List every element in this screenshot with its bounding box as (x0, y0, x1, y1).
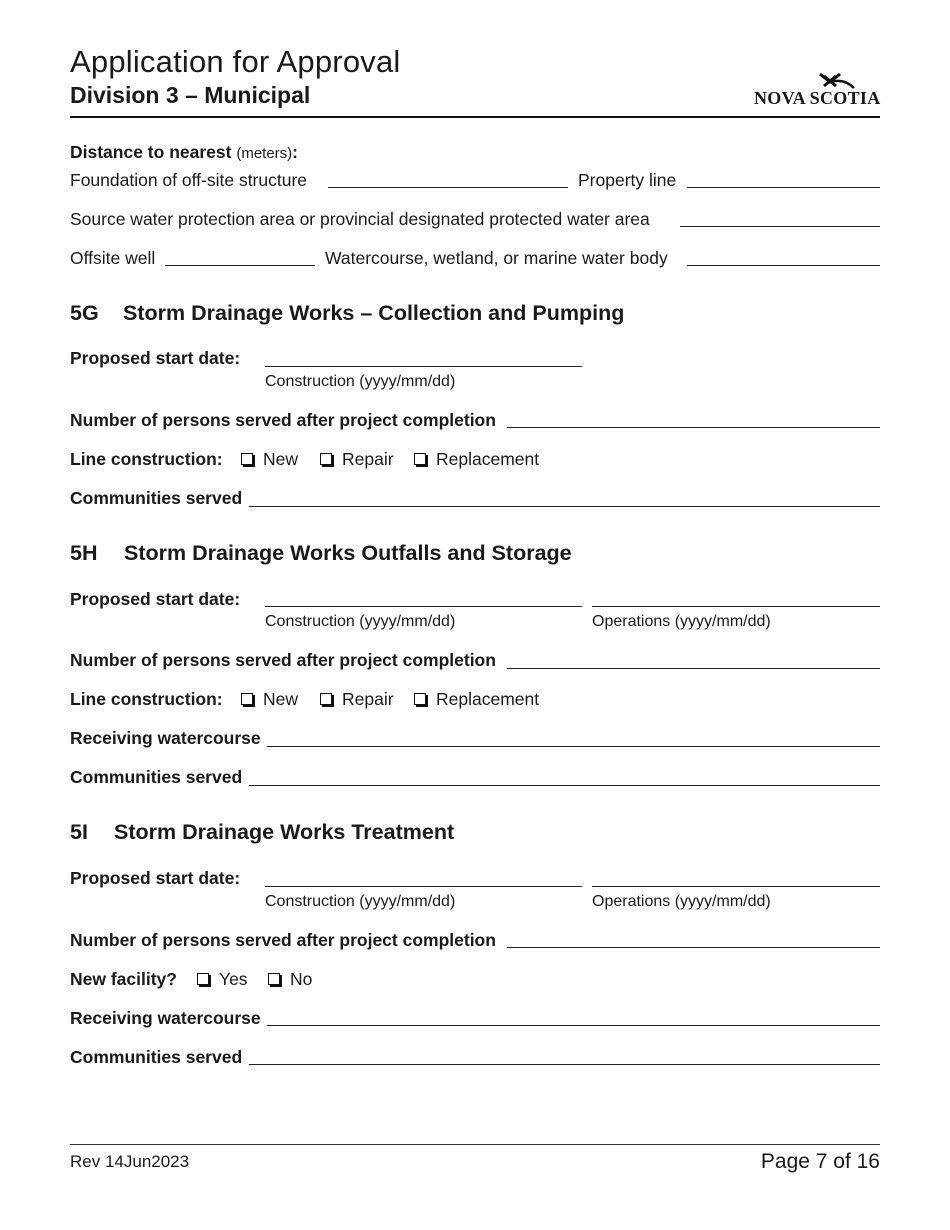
5g-checkbox-new[interactable]: New (241, 449, 298, 469)
logo-text: NOVA SCOTIA (754, 88, 881, 108)
5i-persons-label: Number of persons served after project completion (70, 930, 496, 950)
document-title: Application for Approval (70, 44, 401, 79)
5g-communities-label: Communities served (70, 488, 243, 508)
watercourse-label: Watercourse, wetland, or marine water body (325, 248, 668, 268)
5i-receiving-label: Receiving watercourse (70, 1008, 261, 1028)
nova-scotia-logo (754, 72, 882, 112)
offsite-well-input[interactable] (165, 265, 315, 266)
5h-checkbox-repair[interactable]: Repair (320, 689, 394, 709)
source-water-input[interactable] (680, 226, 880, 227)
5i-construction-date-input[interactable] (265, 886, 582, 887)
5i-communities-input[interactable] (249, 1064, 880, 1065)
5h-communities-label: Communities served (70, 767, 243, 787)
document-subtitle: Division 3 – Municipal (70, 82, 311, 108)
checkbox-icon[interactable] (241, 453, 253, 465)
5h-construction-date-input[interactable] (265, 606, 582, 607)
5h-checkbox-replacement[interactable]: Replacement (414, 689, 539, 709)
checkbox-icon[interactable] (241, 693, 253, 705)
5i-operations-caption: Operations (yyyy/mm/dd) (592, 893, 771, 910)
5i-new-facility-label: New facility? (70, 969, 177, 989)
checkbox-icon[interactable] (268, 973, 280, 985)
section-5g-heading: 5G Storm Drainage Works – Collection and Pumping (70, 301, 625, 325)
5g-checkbox-repair[interactable]: Repair (320, 449, 394, 469)
5i-checkbox-no[interactable]: No (268, 969, 312, 989)
section-5i-heading: 5I Storm Drainage Works Treatment (70, 820, 455, 844)
5i-receiving-input[interactable] (267, 1025, 880, 1026)
5g-line-construction-label: Line construction: (70, 449, 223, 469)
5i-construction-caption: Construction (yyyy/mm/dd) (265, 893, 456, 910)
property-line-input[interactable] (687, 187, 880, 188)
5h-communities-input[interactable] (249, 785, 880, 786)
5i-operations-date-input[interactable] (592, 886, 880, 887)
footer-divider (70, 1144, 880, 1145)
5g-construction-caption: Construction (yyyy/mm/dd) (265, 373, 456, 390)
5i-checkbox-yes[interactable]: Yes (197, 969, 248, 989)
property-line-label: Property line (578, 170, 677, 190)
5g-construction-date-input[interactable] (265, 366, 582, 367)
5i-communities-label: Communities served (70, 1047, 243, 1067)
5h-start-date-label: Proposed start date: (70, 589, 241, 609)
watercourse-input[interactable] (687, 265, 880, 266)
5h-construction-caption: Construction (yyyy/mm/dd) (265, 613, 456, 630)
checkbox-icon[interactable] (197, 973, 209, 985)
section-5h-heading: 5H Storm Drainage Works Outfalls and Storage (70, 541, 572, 565)
5g-start-date-label: Proposed start date: (70, 348, 241, 368)
checkbox-icon[interactable] (414, 453, 426, 465)
checkbox-icon[interactable] (320, 453, 332, 465)
checkbox-icon[interactable] (414, 693, 426, 705)
header-divider (70, 116, 880, 118)
5h-operations-caption: Operations (yyyy/mm/dd) (592, 613, 771, 630)
5i-persons-input[interactable] (507, 947, 880, 948)
5g-persons-input[interactable] (507, 427, 880, 428)
checkbox-icon[interactable] (320, 693, 332, 705)
5h-receiving-input[interactable] (267, 746, 880, 747)
5g-persons-label: Number of persons served after project completion (70, 410, 496, 430)
5h-checkbox-new[interactable]: New (241, 689, 298, 709)
5h-operations-date-input[interactable] (592, 606, 880, 607)
5h-persons-input[interactable] (507, 668, 880, 669)
5h-receiving-label: Receiving watercourse (70, 728, 261, 748)
5h-line-construction-label: Line construction: (70, 689, 223, 709)
5g-communities-input[interactable] (249, 506, 880, 507)
foundation-label: Foundation of off-site structure (70, 170, 308, 190)
revision-label: Rev 14Jun2023 (70, 1152, 190, 1171)
foundation-input[interactable] (328, 187, 568, 188)
page-number: Page 7 of 16 (760, 1150, 880, 1173)
distance-heading: Distance to nearest (meters): (70, 142, 298, 162)
source-water-label: Source water protection area or provincial designated protected water area (70, 209, 650, 229)
5i-start-date-label: Proposed start date: (70, 868, 241, 888)
offsite-well-label: Offsite well (70, 248, 156, 268)
5g-checkbox-replacement[interactable]: Replacement (414, 449, 539, 469)
5h-persons-label: Number of persons served after project completion (70, 650, 496, 670)
